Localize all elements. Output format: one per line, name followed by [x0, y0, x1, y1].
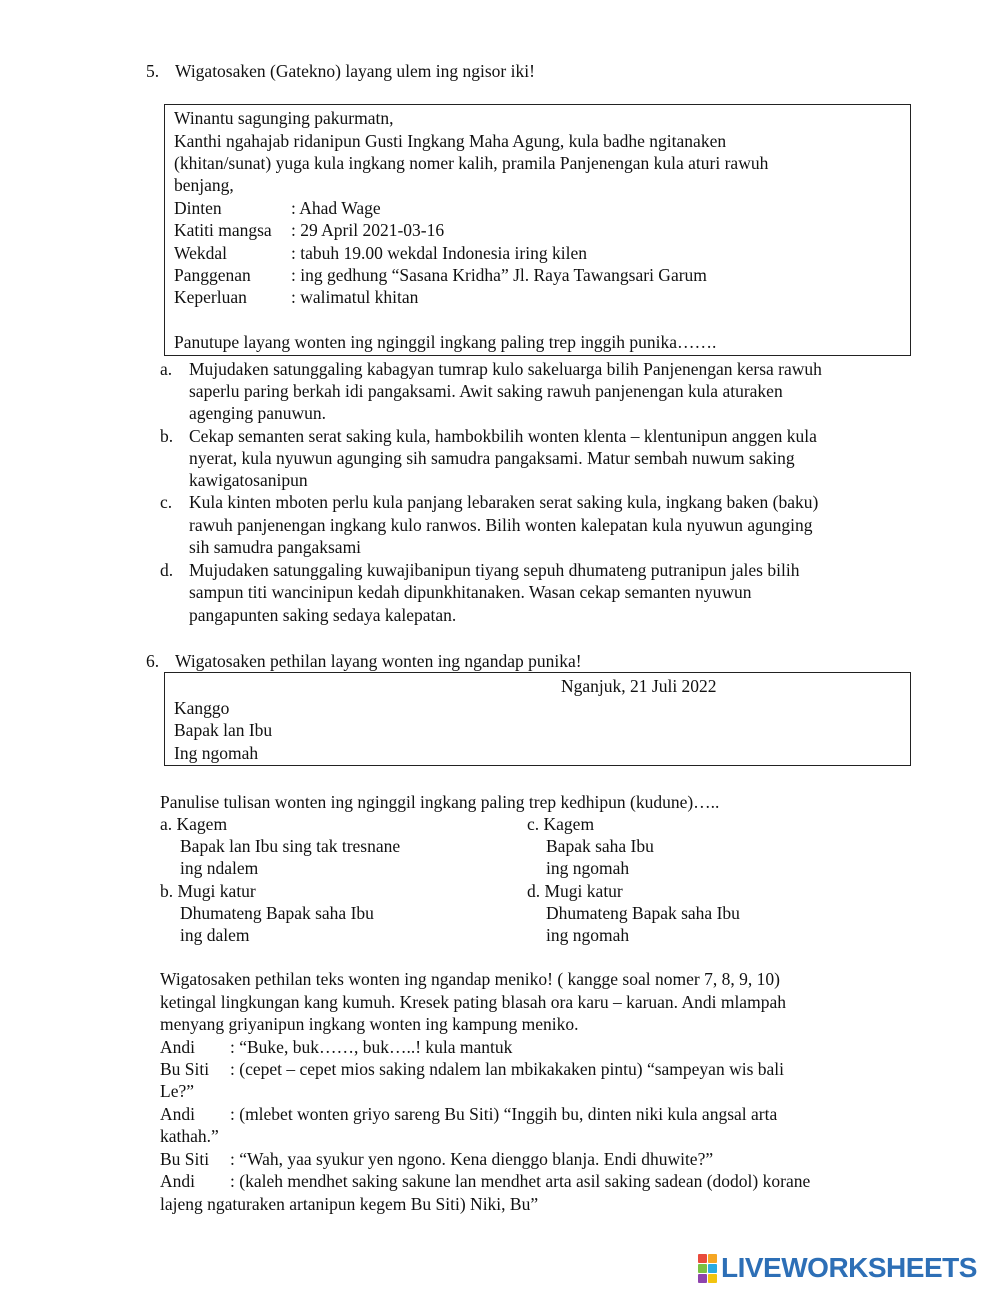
option-line: rawuh panjenengan ingkang kulo ranwos. Bilih wonten kalepatan kula nyuwun agunging — [189, 515, 813, 535]
detail-label: Katiti mangsa — [174, 220, 272, 240]
option-line: saperlu paring berkah idi pangaksami. Awit saking rawuh panjenengan kula aturaken — [189, 381, 783, 401]
option-line: ing ngomah — [546, 858, 630, 878]
option-line: c. Kagem — [527, 814, 595, 834]
option-line: kawigatosanipun — [189, 470, 308, 490]
option-line: Dhumateng Bapak saha Ibu — [180, 903, 374, 923]
speaker: Bu Siti — [160, 1149, 210, 1169]
option-line: ing ngomah — [546, 925, 630, 945]
letter-date: Nganjuk, 21 Juli 2022 — [561, 676, 717, 696]
detail-label: Panggenan — [174, 265, 251, 285]
question-text: Panulise tulisan wonten ing nginggil ingkang paling trep kedhipun (kudune)….. — [160, 792, 720, 812]
option-letter: b. — [160, 426, 174, 446]
letter-excerpt-box — [164, 672, 911, 766]
option-line: Bapak saha Ibu — [546, 836, 654, 856]
option-line: b. Mugi katur — [160, 881, 256, 901]
option-line: d. Mugi katur — [527, 881, 623, 901]
question-prompt: Wigatosaken pethilan layang wonten ing ngandap punika! — [175, 651, 582, 671]
passage-line: Wigatosaken pethilan teks wonten ing ngandap meniko! ( kangge soal nomer 7, 8, 9, 10) — [160, 969, 780, 989]
speaker: Andi — [160, 1104, 195, 1124]
speaker: Andi — [160, 1037, 195, 1057]
detail-label: Wekdal — [174, 243, 228, 263]
detail-value: : ing gedhung “Sasana Kridha” Jl. Raya Tawangsari Garum — [291, 265, 707, 285]
detail-label: Keperluan — [174, 287, 247, 307]
option-letter: d. — [160, 560, 174, 580]
letter-line: Winantu sagunging pakurmatn, — [174, 108, 394, 128]
option-line: Bapak lan Ibu sing tak tresnane — [180, 836, 401, 856]
option-line: agenging panuwun. — [189, 403, 327, 423]
speaker: Andi — [160, 1171, 195, 1191]
letter-line: (khitan/sunat) yuga kula ingkang nomer kalih, pramila Panjenengan kula aturi rawuh — [174, 153, 769, 173]
question-text: Panutupe layang wonten ing nginggil ingkang paling trep inggih punika……. — [174, 332, 717, 352]
option-line: Mujudaken satunggaling kabagyan tumrap kulo sakeluarga bilih Panjenengan kersa rawuh — [189, 359, 822, 379]
question-prompt: Wigatosaken (Gatekno) layang ulem ing ngisor iki! — [175, 61, 535, 81]
option-line: Mujudaken satunggaling kuwajibanipun tiyang sepuh dhumateng putranipun jales bilih — [189, 560, 800, 580]
dialogue-line: : (mlebet wonten griyo sareng Bu Siti) “Inggih bu, dinten niki kula angsal arta — [230, 1104, 778, 1124]
option-line: pangapunten saking sedaya kalepatan. — [189, 605, 457, 625]
dialogue-continuation: kathah.” — [160, 1126, 219, 1146]
detail-label: Dinten — [174, 198, 222, 218]
option-line: nyerat, kula nyuwun agunging sih samudra pangaksami. Matur sembah nuwum saking — [189, 448, 795, 468]
option-letter: a. — [160, 359, 173, 379]
dialogue-continuation: Le?” — [160, 1081, 194, 1101]
passage-line: ketingal lingkungan kang kumuh. Kresek pating blasah ora karu – karuan. Andi mlampah — [160, 992, 786, 1012]
option-line: sampun titi wancinipun kedah dipunkhitanaken. Wasan cekap semanten nyuwun — [189, 582, 752, 602]
detail-value: : walimatul khitan — [291, 287, 419, 307]
brand-name: LIVEWORKSHEETS — [721, 1251, 977, 1283]
option-line: Kula kinten mboten perlu kula panjang lebaraken serat saking kula, ingkang baken (baku) — [189, 492, 819, 512]
address-line: Kanggo — [174, 698, 230, 718]
dialogue-line: : (kaleh mendhet saking sakune lan mendhet arta asil saking sadean (dodol) korane — [230, 1171, 811, 1191]
passage-line: menyang griyanipun ingkang wonten ing kampung meniko. — [160, 1014, 579, 1034]
detail-value: : tabuh 19.00 wekdal Indonesia iring kilen — [291, 243, 587, 263]
option-line: a. Kagem — [160, 814, 228, 834]
address-line: Bapak lan Ibu — [174, 720, 273, 740]
speaker: Bu Siti — [160, 1059, 210, 1079]
detail-value: : Ahad Wage — [291, 198, 381, 218]
option-line: Cekap semanten serat saking kula, hambokbilih wonten klenta – klentunipun anggen kula — [189, 426, 817, 446]
option-line: Dhumateng Bapak saha Ibu — [546, 903, 740, 923]
option-line: ing ndalem — [180, 858, 259, 878]
dialogue-line: : “Wah, yaa syukur yen ngono. Kena dienggo blanja. Endi dhuwite?” — [230, 1149, 714, 1169]
dialogue-continuation: lajeng ngaturaken artanipun kegem Bu Siti) Niki, Bu” — [160, 1194, 539, 1214]
liveworksheets-logo-icon — [698, 1254, 717, 1283]
detail-value: : 29 April 2021-03-16 — [291, 220, 445, 240]
option-line: sih samudra pangaksami — [189, 537, 362, 557]
question-number: 5. — [146, 61, 160, 81]
letter-line: Kanthi ngahajab ridanipun Gusti Ingkang Maha Agung, kula badhe ngitanaken — [174, 131, 727, 151]
dialogue-line: : (cepet – cepet mios saking ndalem lan mbikakaken pintu) “sampeyan wis bali — [230, 1059, 785, 1079]
liveworksheets-logo[interactable] — [698, 1253, 977, 1283]
option-line: ing dalem — [180, 925, 250, 945]
option-letter: c. — [160, 492, 173, 512]
question-number: 6. — [146, 651, 160, 671]
address-line: Ing ngomah — [174, 743, 259, 763]
letter-line: benjang, — [174, 175, 234, 195]
dialogue-line: : “Buke, buk……, buk…..! kula mantuk — [230, 1037, 513, 1057]
